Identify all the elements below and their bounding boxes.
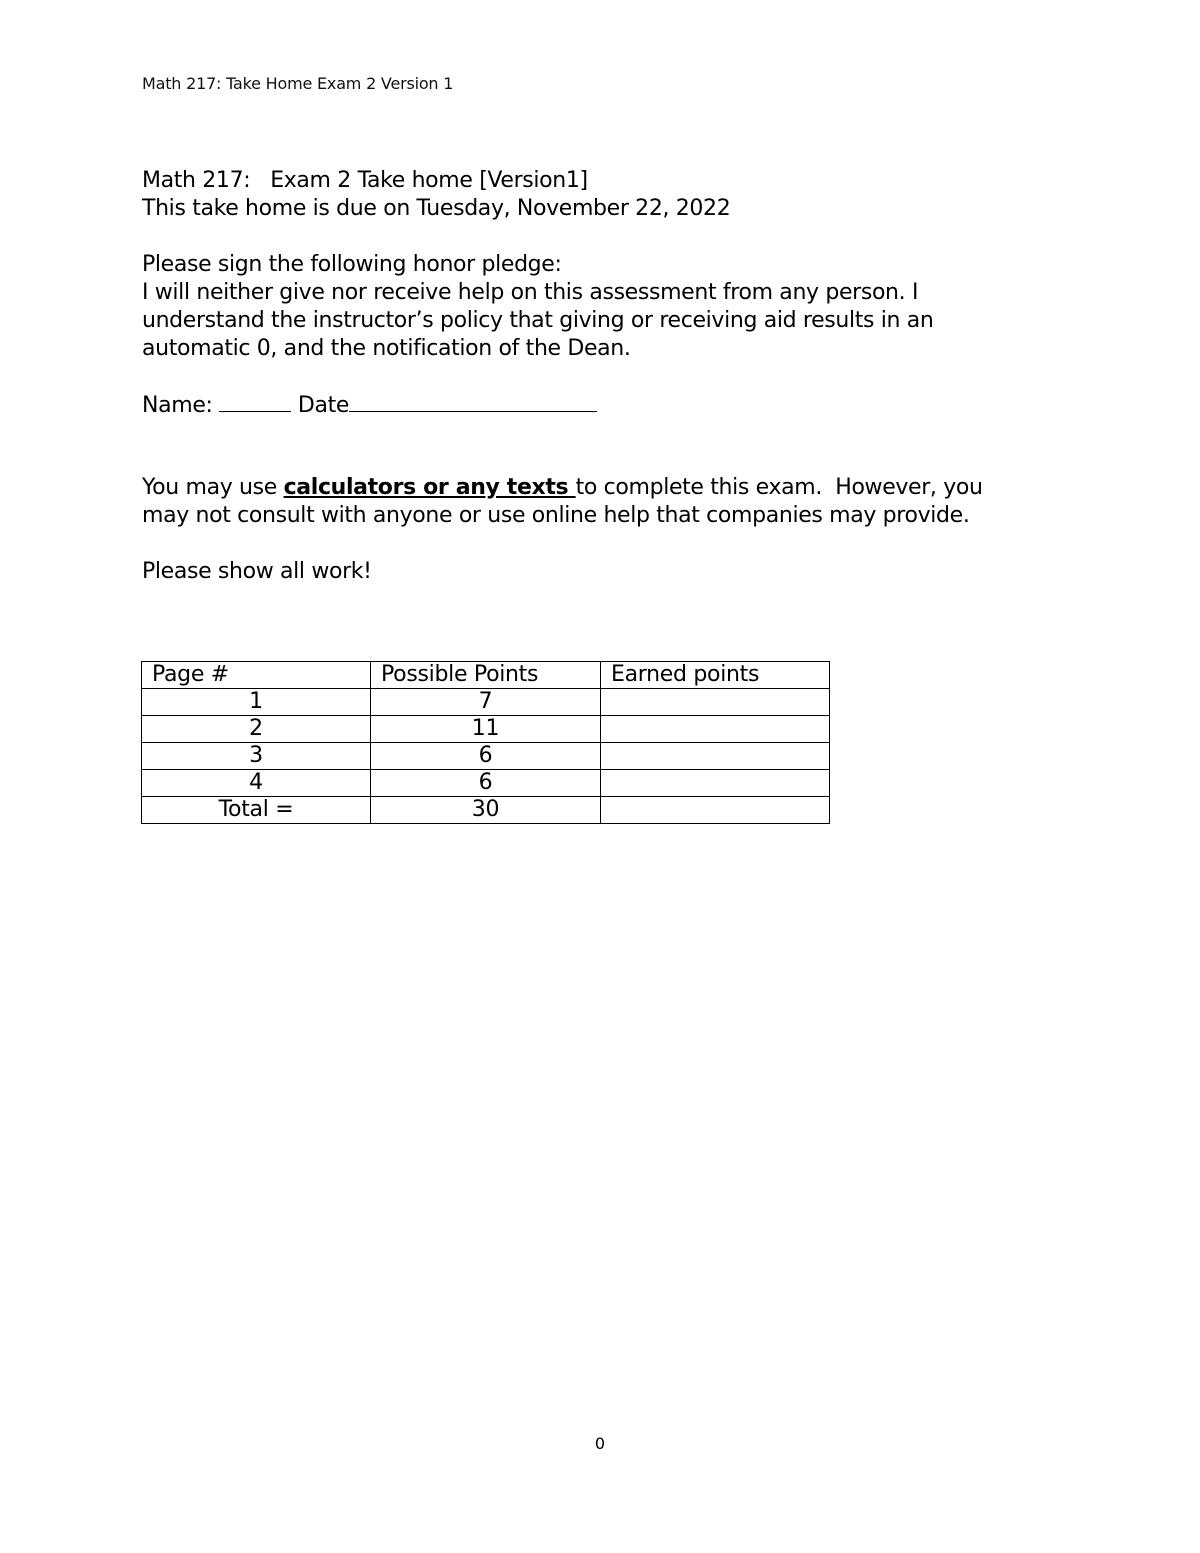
score-table xyxy=(141,661,830,824)
total-possible-cell: 30 xyxy=(371,797,601,824)
show-work-note: Please show all work! xyxy=(142,559,372,584)
table-row xyxy=(142,743,830,770)
earned-cell[interactable] xyxy=(601,770,830,797)
earned-cell[interactable] xyxy=(601,689,830,716)
earned-cell[interactable] xyxy=(601,743,830,770)
instructions-suffix: to complete this exam. However, you may not consult with anyone or use online help that companies may provide. xyxy=(142,475,990,528)
pledge-text: I will neither give nor receive help on this assessment from any person. I understand the instructor’s policy that giving or receiving aid results in an automatic 0, and the notification of the Dean. xyxy=(142,280,934,361)
possible-cell: 7 xyxy=(371,689,601,716)
header-earned-points: Earned points xyxy=(601,662,830,689)
page-cell: 2 xyxy=(142,716,371,743)
score-table-header xyxy=(142,662,830,689)
page-number: 0 xyxy=(594,1434,606,1453)
header-possible-points: Possible Points xyxy=(371,662,601,689)
earned-cell[interactable] xyxy=(601,716,830,743)
page-cell: 4 xyxy=(142,770,371,797)
name-blank[interactable] xyxy=(219,391,291,412)
total-label-cell: Total = xyxy=(142,797,371,824)
running-header: Math 217: Take Home Exam 2 Version 1 xyxy=(142,74,454,93)
instructions-emphasis: calculators or any texts xyxy=(283,475,576,500)
instructions-prefix: You may use xyxy=(142,475,284,500)
page-cell: 3 xyxy=(142,743,371,770)
table-row xyxy=(142,689,830,716)
table-row xyxy=(142,716,830,743)
exam-title: Math 217: Exam 2 Take home [Version1] xyxy=(142,168,588,193)
header-page: Page # xyxy=(142,662,371,689)
table-row xyxy=(142,770,830,797)
name-label: Name: xyxy=(142,393,220,418)
page-cell: 1 xyxy=(142,689,371,716)
pledge-prompt: Please sign the following honor pledge: xyxy=(142,252,562,277)
possible-cell: 6 xyxy=(371,743,601,770)
signature-line xyxy=(142,391,1042,420)
date-blank[interactable] xyxy=(349,391,597,412)
exam-cover-content xyxy=(142,167,1042,586)
date-label: Date xyxy=(297,393,350,418)
possible-cell: 6 xyxy=(371,770,601,797)
possible-cell: 11 xyxy=(371,716,601,743)
table-row-total xyxy=(142,797,830,824)
total-earned-cell[interactable] xyxy=(601,797,830,824)
instructions-paragraph xyxy=(142,474,1032,530)
due-date-line: This take home is due on Tuesday, November 22, 2022 xyxy=(142,196,731,221)
